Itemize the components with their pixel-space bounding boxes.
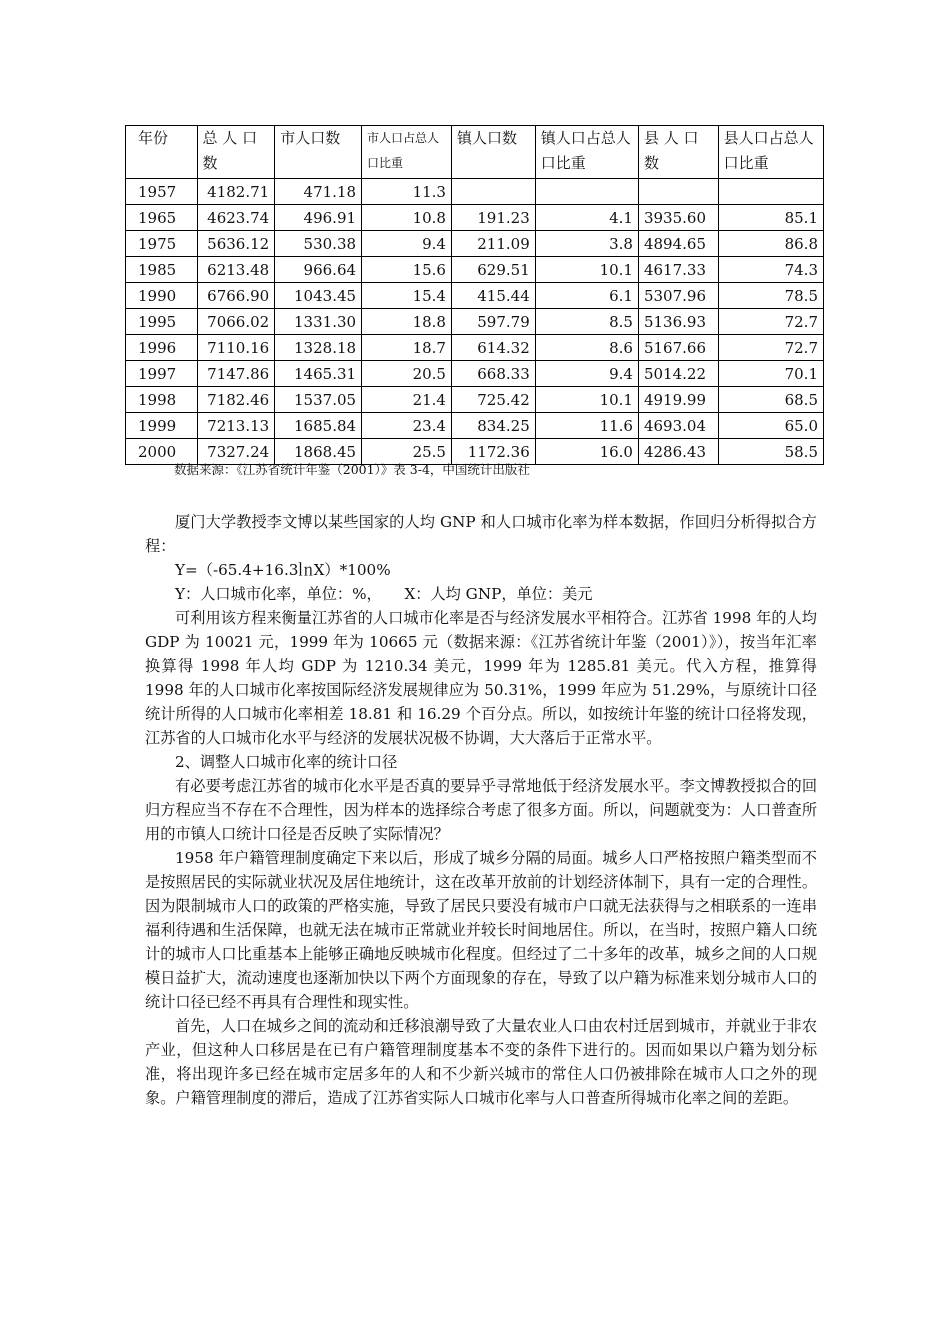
table-cell: 1990 [126, 283, 198, 309]
table-cell: 530.38 [275, 231, 362, 257]
table-cell: 629.51 [451, 257, 535, 283]
table-cell: 415.44 [451, 283, 535, 309]
table-cell: 74.3 [718, 257, 823, 283]
table-cell: 4894.65 [638, 231, 718, 257]
table-cell: 15.4 [362, 283, 452, 309]
table-row [126, 361, 824, 387]
header-city-share: 市人口占总人口比重 [362, 126, 452, 179]
table-cell: 2000 [126, 439, 198, 465]
table-cell: 15.6 [362, 257, 452, 283]
table-cell: 1465.31 [275, 361, 362, 387]
table-cell [718, 179, 823, 205]
table-cell: 471.18 [275, 179, 362, 205]
table-cell: 7213.13 [197, 413, 275, 439]
table-cell: 7327.24 [197, 439, 275, 465]
table-cell: 614.32 [451, 335, 535, 361]
body-text [145, 510, 817, 1110]
header-town-population: 镇人口数 [451, 126, 535, 179]
table-cell: 5636.12 [197, 231, 275, 257]
table-cell: 6766.90 [197, 283, 275, 309]
table-cell: 3.8 [535, 231, 638, 257]
table-row [126, 387, 824, 413]
header-year: 年份 [126, 126, 198, 179]
table-cell: 10.8 [362, 205, 452, 231]
table-cell: 7066.02 [197, 309, 275, 335]
table-cell [535, 179, 638, 205]
table-cell: 4623.74 [197, 205, 275, 231]
table-cell: 3935.60 [638, 205, 718, 231]
table-header-row [126, 126, 824, 179]
table-cell: 86.8 [718, 231, 823, 257]
table-cell: 1975 [126, 231, 198, 257]
formula-variables: Y：人口城市化率，单位：%， X：人均 GNP，单位：美元 [175, 585, 593, 603]
table-cell: 10.1 [535, 387, 638, 413]
table-cell: 1172.36 [451, 439, 535, 465]
paragraph-migration: 首先，人口在城乡之间的流动和迁移浪潮导致了大量农业人口由农村迁居到城市，并就业于非农产业，但这种人口移居是在已有户籍管理制度基本不变的条件下进行的。因而如果以户籍为划分标准，将出现许多已经在城市定居多年的人和不少新兴城市的常住人口仍被排除在城市人口之外的现象。户籍管理制度的滞后，造成了江苏省实际人口城市化率与人口普查所得城市化率之间的差距。 [145, 1017, 817, 1107]
table-cell: 10.1 [535, 257, 638, 283]
header-total-population: 总 人 口 数 [197, 126, 275, 179]
table-body [126, 179, 824, 465]
table-cell: 8.6 [535, 335, 638, 361]
table-cell: 65.0 [718, 413, 823, 439]
table-row [126, 283, 824, 309]
table-cell: 68.5 [718, 387, 823, 413]
table-cell: 1995 [126, 309, 198, 335]
table-cell: 4919.99 [638, 387, 718, 413]
table-cell: 6213.48 [197, 257, 275, 283]
table-cell: 1965 [126, 205, 198, 231]
table-row [126, 231, 824, 257]
table-cell: 16.0 [535, 439, 638, 465]
table-cell: 72.7 [718, 335, 823, 361]
table-row [126, 413, 824, 439]
table-cell: 1043.45 [275, 283, 362, 309]
table-cell: 668.33 [451, 361, 535, 387]
table-cell: 7182.46 [197, 387, 275, 413]
table-cell: 18.7 [362, 335, 452, 361]
table-cell: 11.3 [362, 179, 452, 205]
section-heading: 2、调整人口城市化率的统计口径 [175, 753, 398, 771]
table-cell: 5167.66 [638, 335, 718, 361]
table-row [126, 179, 824, 205]
table-cell: 6.1 [535, 283, 638, 309]
population-table [125, 125, 824, 465]
paragraph-jiangsu-gdp: 可利用该方程来衡量江苏省的人口城市化率是否与经济发展水平相符合。江苏省 1998 年的人均 GDP 为 10021 元，1999 年为 10665 元（数据来源：《江苏省统计年鉴（2001）》），按当年汇率换算得 1998 年人均 GDP 为 1210.34 美元，1999 年为 1285.81 美元。代入方程，推算得 1998 年的人口城市化率按国际经济发展规律应为 50.31%，1999 年应为 51.29%，与原统计口径统计所得的人口城市化率相差 18.81 和 16.29 个百分点。所以，如按统计年鉴的统计口径将发现，江苏省的人口城市化水平与经济的发展状况极不协调，大大落后于正常水平。 [145, 609, 817, 747]
table-cell: 78.5 [718, 283, 823, 309]
table-cell: 5136.93 [638, 309, 718, 335]
table-cell: 496.91 [275, 205, 362, 231]
paragraph-regression-intro: 厦门大学教授李文博以某些国家的人均 GNP 和人口城市化率为样本数据，作回归分析得拟合方程： [145, 513, 817, 555]
table-cell: 5307.96 [638, 283, 718, 309]
table-cell: 58.5 [718, 439, 823, 465]
table-source-note: 数据来源：《江苏省统计年鉴（2001）》表 3-4，中国统计出版社 [174, 462, 530, 477]
paragraph-reconsider: 有必要考虑江苏省的城市化水平是否真的要异乎寻常地低于经济发展水平。李文博教授拟合的回归方程应当不存在不合理性，因为样本的选择综合考虑了很多方面。所以，问题就变为：人口普查所用的市镇人口统计口径是否反映了实际情况？ [145, 777, 817, 843]
table-cell: 70.1 [718, 361, 823, 387]
table-cell: 1997 [126, 361, 198, 387]
table-cell: 597.79 [451, 309, 535, 335]
table-cell: 9.4 [362, 231, 452, 257]
table-cell: 7110.16 [197, 335, 275, 361]
table-cell: 4617.33 [638, 257, 718, 283]
table-cell: 1331.30 [275, 309, 362, 335]
table-cell: 1998 [126, 387, 198, 413]
table-cell: 5014.22 [638, 361, 718, 387]
table-cell: 1996 [126, 335, 198, 361]
formula-line: Y=（-65.4+16.3㏑X）*100% [175, 561, 391, 579]
table-cell: 1685.84 [275, 413, 362, 439]
table-cell: 72.7 [718, 309, 823, 335]
table-cell: 85.1 [718, 205, 823, 231]
table-cell: 11.6 [535, 413, 638, 439]
table-cell: 8.5 [535, 309, 638, 335]
table-row [126, 309, 824, 335]
table-cell: 1328.18 [275, 335, 362, 361]
header-town-share: 镇人口占总人口比重 [535, 126, 638, 179]
table-cell [451, 179, 535, 205]
paragraph-hukou-history: 1958 年户籍管理制度确定下来以后，形成了城乡分隔的局面。城乡人口严格按照户籍类型而不是按照居民的实际就业状况及居住地统计，这在改革开放前的计划经济体制下，具有一定的合理性。因为限制城市人口的政策的严格实施，导致了居民只要没有城市户口就无法获得与之相联系的一连串福利待遇和生活保障，也就无法在城市正常就业并较长时间地居住。所以，在当时，按照户籍人口统计的城市人口比重基本上能够正确地反映城市化程度。但经过了二十多年的改革，城乡之间的人口规模日益扩大，流动速度也逐渐加快以下两个方面现象的存在，导致了以户籍为标准来划分城市人口的统计口径已经不再具有合理性和现实性。 [145, 849, 817, 1011]
table-cell: 191.23 [451, 205, 535, 231]
table-row [126, 335, 824, 361]
table-cell: 1868.45 [275, 439, 362, 465]
table-cell: 1985 [126, 257, 198, 283]
table-cell: 21.4 [362, 387, 452, 413]
table-cell: 23.4 [362, 413, 452, 439]
table-cell: 834.25 [451, 413, 535, 439]
header-county-share: 县人口占总人口比重 [718, 126, 823, 179]
table-cell: 4182.71 [197, 179, 275, 205]
table-cell: 211.09 [451, 231, 535, 257]
table-cell: 7147.86 [197, 361, 275, 387]
table-cell: 1999 [126, 413, 198, 439]
table-cell: 4.1 [535, 205, 638, 231]
header-city-population: 市人口数 [275, 126, 362, 179]
table-cell: 9.4 [535, 361, 638, 387]
table-cell: 1537.05 [275, 387, 362, 413]
table-cell: 20.5 [362, 361, 452, 387]
table-cell: 25.5 [362, 439, 452, 465]
table-cell: 725.42 [451, 387, 535, 413]
table-row [126, 257, 824, 283]
table-cell: 4286.43 [638, 439, 718, 465]
header-county-population: 县 人 口 数 [638, 126, 718, 179]
table-cell: 1957 [126, 179, 198, 205]
table-cell: 4693.04 [638, 413, 718, 439]
table-row [126, 205, 824, 231]
table-cell [638, 179, 718, 205]
table-cell: 18.8 [362, 309, 452, 335]
table-cell: 966.64 [275, 257, 362, 283]
